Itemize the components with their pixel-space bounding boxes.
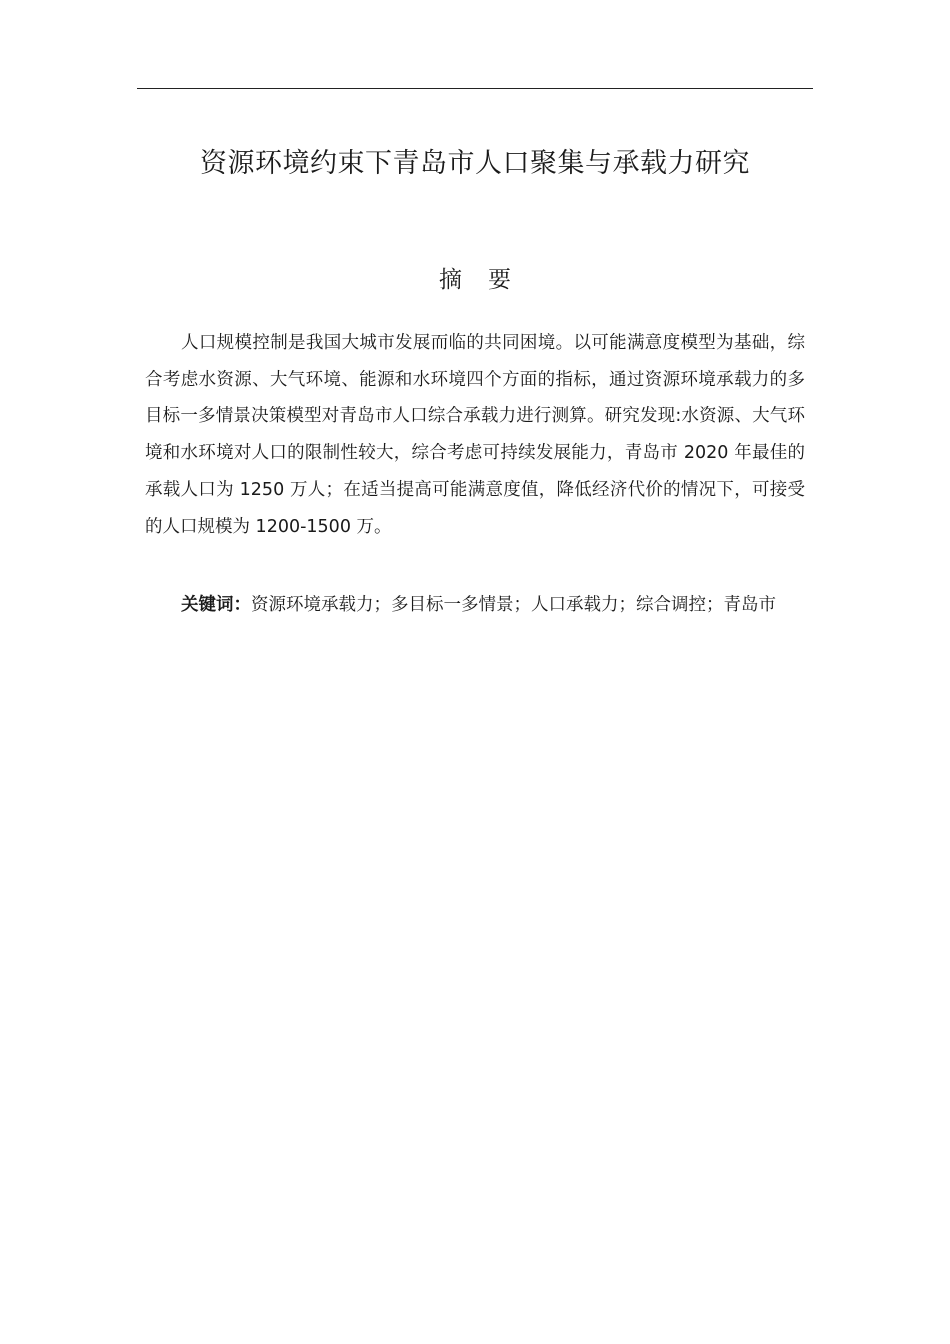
keywords-paragraph [145,587,805,624]
header-rule [137,88,813,89]
abstract-heading-char-2: 要 [488,267,511,293]
keywords-label: 关键词： [181,595,251,615]
document-title: 资源环境约束下青岛市人口聚集与承载力研究 [200,148,750,179]
abstract-heading [137,262,813,298]
keywords-list: 资源环境承载力；多目标一多情景；人口承载力；综合调控；青岛市 [251,595,776,615]
abstract-paragraph: 人口规模控制是我国大城市发展而临的共同困境。以可能满意度模型为基础，综合考虑水资源、大气环境、能源和水环境四个方面的指标，通过资源环境承载力的多目标一多情景决策模型对青岛市人口综合承载力进行测算。研究发现:水资源、大气环境和水环境对人口的限制性较大，综合考虑可持续发展能力，青岛市 2020 年最佳的承载人口为 1250 万人；在适当提高可能满意度值，降低经济代价的情况下，可接受的人口规模为 1200-1500 万。 [145,333,805,537]
abstract-heading-char-1: 摘 [439,267,462,293]
